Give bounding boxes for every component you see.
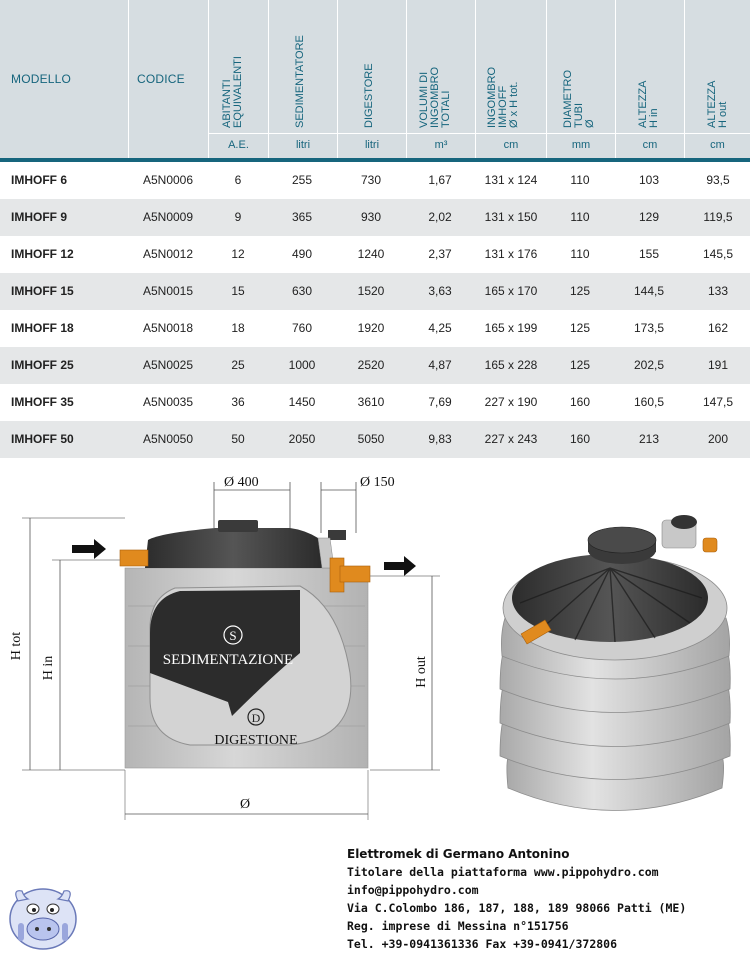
- cell-hin: 129: [638, 210, 660, 224]
- tank-diagrams: [0, 458, 750, 838]
- cell-sed: 255: [291, 173, 313, 187]
- col-modello: MODELLO: [11, 72, 72, 86]
- cell-ing: 165 x 228: [484, 358, 538, 372]
- label-sedimentazione: SEDIMENTAZIONE: [162, 652, 294, 668]
- cell-hin: 103: [638, 173, 660, 187]
- cell-vol: 2,02: [428, 210, 452, 224]
- col-volumi: VOLUMI DI INGOMBRO TOTALI: [418, 66, 452, 128]
- inlet-pipe: [120, 550, 148, 566]
- cell-ing: 131 x 150: [484, 210, 538, 224]
- table-row: [0, 421, 750, 458]
- col-digestore: DIGESTORE: [363, 63, 375, 128]
- cell-dia: 160: [569, 432, 591, 446]
- cell-codice: A5N0018: [142, 321, 194, 335]
- unit-ae: A.E.: [228, 139, 249, 151]
- cell-modello: IMHOFF 25: [11, 358, 74, 372]
- section-drawing: [9, 475, 440, 820]
- col-ingombro: INGOMBRO IMHOFF Ø x H tot.: [486, 66, 520, 128]
- cell-dig: 1240: [357, 247, 385, 261]
- company-info: [347, 845, 686, 953]
- cell-dia: 125: [569, 321, 591, 335]
- cell-ae: 50: [231, 432, 245, 446]
- cell-ing: 227 x 243: [484, 432, 538, 446]
- cell-modello: IMHOFF 12: [11, 247, 74, 261]
- outlet-pipe: [340, 566, 370, 582]
- cell-vol: 4,25: [428, 321, 452, 335]
- cell-dia: 160: [569, 395, 591, 409]
- footer-address: Via C.Colombo 186, 187, 188, 189 98066 Patti (ME): [347, 901, 687, 915]
- col-abitanti: ABITANTI EQUIVALENTI: [221, 56, 244, 128]
- h-out-label: H out: [414, 656, 429, 688]
- footer-register: Reg. imprese di Messina n°151756: [347, 919, 569, 933]
- col-codice: CODICE: [137, 72, 185, 86]
- unit-sed: litri: [295, 139, 311, 151]
- cell-modello: IMHOFF 15: [11, 284, 74, 298]
- footer-phone: Tel. +39-0941361336 Fax +39-0941/372806: [347, 937, 618, 951]
- cell-dia: 110: [570, 173, 590, 187]
- cell-ing: 165 x 199: [484, 321, 538, 335]
- svg-text:D: D: [251, 711, 261, 725]
- cell-ing: 131 x 176: [484, 247, 538, 261]
- table-row: [0, 347, 750, 384]
- cell-sed: 2050: [288, 432, 316, 446]
- unit-hin: cm: [642, 139, 658, 151]
- cell-ae: 18: [231, 321, 245, 335]
- cell-ae: 25: [231, 358, 245, 372]
- cell-ing: 131 x 124: [484, 173, 538, 187]
- cell-sed: 760: [291, 321, 313, 335]
- cell-modello: IMHOFF 6: [11, 173, 67, 187]
- col-altezza-in: ALTEZZA H in: [637, 80, 660, 128]
- cell-codice: A5N0006: [142, 173, 194, 187]
- tank-3d-view: [500, 515, 730, 811]
- cell-hout: 133: [707, 284, 729, 298]
- footer-line: Titolare della piattaforma www.pippohydro.com: [347, 865, 659, 879]
- cell-ae: 9: [234, 210, 242, 224]
- inlet-arrow: [72, 539, 106, 559]
- col-diametro: DIAMETRO TUBI Ø: [562, 69, 596, 128]
- h-in-label: H in: [41, 655, 56, 681]
- table-row: [0, 273, 750, 310]
- outlet-arrow: [384, 556, 416, 576]
- unit-dig: litri: [364, 139, 380, 151]
- table-header: [0, 0, 750, 158]
- cell-ae: 6: [234, 173, 242, 187]
- label-digestione: DIGESTIONE: [214, 733, 298, 748]
- cell-hout: 119,5: [703, 210, 733, 224]
- cell-dig: 930: [360, 210, 382, 224]
- diameter-label: Ø: [239, 797, 251, 812]
- cell-sed: 630: [291, 284, 313, 298]
- cell-dig: 3610: [357, 395, 385, 409]
- cell-vol: 1,67: [428, 173, 452, 187]
- cell-codice: A5N0050: [142, 432, 194, 446]
- cell-vol: 4,87: [428, 358, 452, 372]
- cell-sed: 490: [291, 247, 313, 261]
- cell-dig: 5050: [357, 432, 385, 446]
- cell-ae: 15: [231, 284, 245, 298]
- cell-modello: IMHOFF 9: [11, 210, 67, 224]
- cell-dia: 110: [570, 210, 590, 224]
- cell-hin: 202,5: [633, 358, 665, 372]
- cell-dig: 730: [360, 173, 382, 187]
- cell-codice: A5N0012: [142, 247, 194, 261]
- cell-ae: 12: [231, 247, 245, 261]
- dim-inlet-label: Ø 400: [224, 475, 259, 490]
- tank-lid: [145, 528, 322, 568]
- cell-hout: 200: [707, 432, 729, 446]
- cell-ing: 227 x 190: [484, 395, 538, 409]
- cell-dig: 2520: [357, 358, 385, 372]
- svg-text:S: S: [229, 628, 237, 643]
- cell-hout: 162: [707, 321, 729, 335]
- cell-codice: A5N0035: [142, 395, 194, 409]
- cell-hout: 147,5: [702, 395, 734, 409]
- cell-ing: 165 x 170: [484, 284, 538, 298]
- col-sedimentatore: SEDIMENTATORE: [294, 35, 306, 128]
- cell-hout: 191: [707, 358, 729, 372]
- cell-dig: 1920: [357, 321, 385, 335]
- cell-hin: 173,5: [633, 321, 665, 335]
- cell-codice: A5N0015: [142, 284, 194, 298]
- cell-vol: 3,63: [428, 284, 452, 298]
- cell-dia: 110: [570, 247, 590, 261]
- cell-vol: 7,69: [428, 395, 452, 409]
- cell-vol: 2,37: [428, 247, 452, 261]
- cell-dia: 125: [569, 358, 591, 372]
- table-row: [0, 384, 750, 421]
- cell-modello: IMHOFF 18: [11, 321, 74, 335]
- cell-codice: A5N0009: [142, 210, 194, 224]
- dim-outlet-label: Ø 150: [360, 475, 395, 490]
- company-name: Elettromek di Germano Antonino: [347, 847, 570, 861]
- cell-codice: A5N0025: [142, 358, 194, 372]
- cell-hout: 93,5: [706, 173, 730, 187]
- cell-hout: 145,5: [702, 247, 734, 261]
- table-row: [0, 236, 750, 273]
- footer-email: info@pippohydro.com: [347, 883, 479, 897]
- table-row: [0, 310, 750, 347]
- cell-sed: 365: [291, 210, 313, 224]
- unit-hout: cm: [710, 139, 725, 151]
- cell-dia: 125: [569, 284, 591, 298]
- cell-hin: 155: [638, 247, 660, 261]
- company-logo: [6, 879, 80, 958]
- cell-modello: IMHOFF 35: [11, 395, 74, 409]
- cell-vol: 9,83: [428, 432, 452, 446]
- unit-dia: mm: [571, 139, 591, 151]
- table-row: [0, 199, 750, 236]
- cell-hin: 160,5: [633, 395, 665, 409]
- cell-hin: 213: [638, 432, 660, 446]
- h-tot-label: H tot: [9, 631, 24, 661]
- cell-sed: 1000: [288, 358, 316, 372]
- cell-dig: 1520: [357, 284, 385, 298]
- col-altezza-out: ALTEZZA H out: [706, 80, 729, 128]
- unit-ing: cm: [503, 139, 519, 151]
- cell-sed: 1450: [288, 395, 316, 409]
- cell-hin: 144,5: [633, 284, 665, 298]
- unit-vol: m³: [434, 139, 448, 151]
- table-row: [0, 162, 750, 199]
- cell-ae: 36: [231, 395, 245, 409]
- cell-modello: IMHOFF 50: [11, 432, 74, 446]
